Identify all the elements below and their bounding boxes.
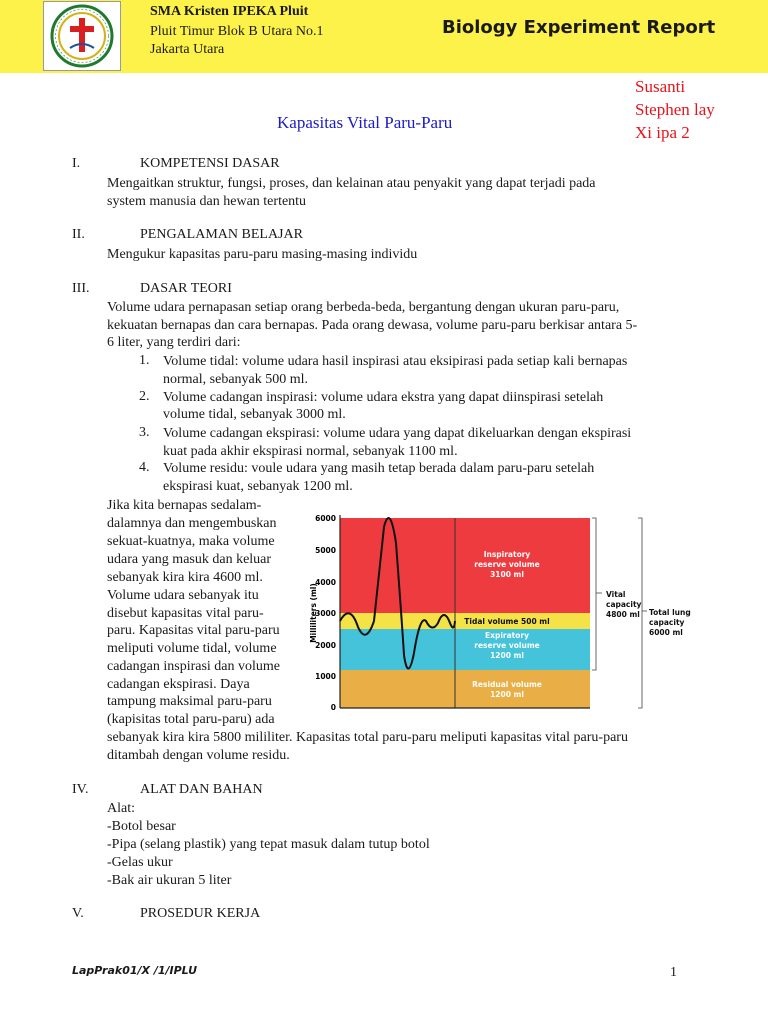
list-item-number: 4. xyxy=(139,460,150,475)
side-text-line: Volume udara sebanyak itu xyxy=(107,588,259,603)
y-tick-label: 3000 xyxy=(315,609,336,618)
list-item: Volume tidal: volume udara hasil inspirasi atau eksipirasi pada setiap kali bernapas xyxy=(163,354,628,369)
side-text-line: sebanyak kira kira 4600 ml. xyxy=(107,570,263,585)
total-capacity-label: Total lung xyxy=(649,608,691,617)
section-4-numeral: IV. xyxy=(72,782,89,797)
y-tick-label: 1000 xyxy=(315,672,336,681)
vital-capacity-label: capacity xyxy=(606,600,642,609)
erv-label: 1200 ml xyxy=(490,651,524,660)
side-text-line: udara yang masuk dan keluar xyxy=(107,552,272,567)
section-2-text: Mengukur kapasitas paru-paru masing-masing individu xyxy=(107,247,418,262)
residual-label: 1200 ml xyxy=(490,690,524,699)
y-tick-label: 0 xyxy=(330,703,336,712)
y-tick-label: 4000 xyxy=(315,578,336,587)
section-5-heading: PROSEDUR KERJA xyxy=(140,906,261,921)
irv-label: reserve volume xyxy=(474,560,540,569)
irv-band xyxy=(340,518,590,613)
section-4-heading: ALAT DAN BAHAN xyxy=(140,782,263,797)
list-item: Volume residu: voule udara yang masih tetap berada dalam paru-paru setelah xyxy=(163,461,595,476)
tidal-label: Tidal volume 500 ml xyxy=(464,617,550,626)
section-5-numeral: V. xyxy=(72,906,84,921)
side-text-line: Jika kita bernapas sedalam- xyxy=(107,498,262,513)
list-item: volume tidal, sebanyak 3000 ml. xyxy=(163,407,346,422)
list-item: kuat pada akhir ekspirasi normal, sebanyak 1100 ml. xyxy=(163,444,458,459)
section-4-text: -Bak air ukuran 5 liter xyxy=(107,873,232,888)
list-item: ekspirasi kuat, sebanyak 1200 ml. xyxy=(163,479,353,494)
page-number: 1 xyxy=(670,965,677,980)
side-text-line: dalamnya dan mengembuskan xyxy=(107,516,277,531)
section-3-intro: 6 liter, yang terdiri dari: xyxy=(107,335,241,350)
total-capacity-label: capacity xyxy=(649,618,685,627)
side-text-line: (kapisitas total paru-paru) ada xyxy=(107,712,275,727)
section-3-intro: kekuatan bernapas dan cara bernapas. Pada orang dewasa, volume paru-paru berkisar antara 5- xyxy=(107,318,638,333)
after-figure-text: ditambah dengan volume residu. xyxy=(107,748,290,763)
list-item: normal, sebanyak 500 ml. xyxy=(163,372,309,387)
erv-band xyxy=(340,629,590,670)
list-item-number: 3. xyxy=(139,425,150,440)
list-item: Volume cadangan ekspirasi: volume udara yang dapat dikeluarkan dengan ekspirasi xyxy=(163,426,632,441)
section-2-numeral: II. xyxy=(72,227,85,242)
document-title: Kapasitas Vital Paru-Paru xyxy=(277,113,453,132)
section-1-numeral: I. xyxy=(72,156,81,171)
residual-label: Residual volume xyxy=(472,680,542,689)
after-figure-text: sebanyak kira kira 5800 mililiter. Kapasitas total paru-paru meliputi kapasitas vital paru-paru xyxy=(107,730,628,745)
side-text-line: meliputi volume tidal, volume xyxy=(107,641,277,656)
school-address-line2: Jakarta Utara xyxy=(150,42,225,57)
residual-band xyxy=(340,670,590,708)
total-capacity-label: 6000 ml xyxy=(649,628,683,637)
report-title: Biology Experiment Report xyxy=(442,17,716,38)
header-band xyxy=(0,0,768,73)
author-name-2: Stephen lay xyxy=(635,100,715,119)
vital-capacity-bracket xyxy=(592,518,596,670)
irv-label: Inspiratory xyxy=(483,550,531,559)
school-address-line1: Pluit Timur Blok B Utara No.1 xyxy=(150,24,324,39)
section-4-text: -Gelas ukur xyxy=(107,855,173,870)
vital-capacity-label: Vital xyxy=(606,590,626,599)
section-2-heading: PENGALAMAN BELAJAR xyxy=(140,227,303,242)
section-4-text: -Botol besar xyxy=(107,819,176,834)
side-text-line: tampung maksimal paru-paru xyxy=(107,694,272,709)
side-text-line: sekuat-kuatnya, maka volume xyxy=(107,534,275,549)
section-1-heading: KOMPETENSI DASAR xyxy=(140,156,280,171)
section-3-numeral: III. xyxy=(72,281,90,296)
y-tick-label: 2000 xyxy=(315,641,336,650)
y-axis-label: Milliliters (ml) xyxy=(309,583,318,643)
lung-volume-diagram xyxy=(304,503,691,716)
author-class: Xi ipa 2 xyxy=(635,123,690,142)
section-1-text: system manusia dan hewan tertentu xyxy=(107,194,307,209)
section-4-text: Alat: xyxy=(107,801,135,816)
footer-code: LapPrak01/X /1/IPLU xyxy=(72,964,198,977)
author-name-1: Susanti xyxy=(635,77,686,96)
section-4-text: -Pipa (selang plastik) yang tepat masuk dalam tutup botol xyxy=(107,837,430,852)
list-item-number: 1. xyxy=(139,353,150,368)
section-3-heading: DASAR TEORI xyxy=(140,281,232,296)
erv-label: Expiratory xyxy=(485,631,529,640)
section-3-intro: Volume udara pernapasan setiap orang berbeda-beda, bergantung dengan ukuran paru-paru, xyxy=(107,300,620,315)
side-text-line: cadangan ekspirasi. Daya xyxy=(107,677,250,692)
vital-capacity-label: 4800 ml xyxy=(606,610,640,619)
school-logo xyxy=(43,1,121,71)
irv-label: 3100 ml xyxy=(490,570,524,579)
section-1-text: Mengaitkan struktur, fungsi, proses, dan kelainan atau penyakit yang dapat terjadi pada xyxy=(107,176,596,191)
side-text-line: disebut kapasitas vital paru- xyxy=(107,606,264,621)
list-item-number: 2. xyxy=(139,389,150,404)
y-tick-label: 6000 xyxy=(315,514,336,523)
y-tick-label: 5000 xyxy=(315,546,336,555)
school-name: SMA Kristen IPEKA Pluit xyxy=(150,4,309,19)
side-text-line: cadangan inspirasi dan volume xyxy=(107,659,281,674)
list-item: Volume cadangan inspirasi: volume udara ekstra yang dapat diinspirasi setelah xyxy=(163,390,604,405)
erv-label: reserve volume xyxy=(474,641,540,650)
side-text-line: paru. Kapasitas vital paru-paru xyxy=(107,623,280,638)
